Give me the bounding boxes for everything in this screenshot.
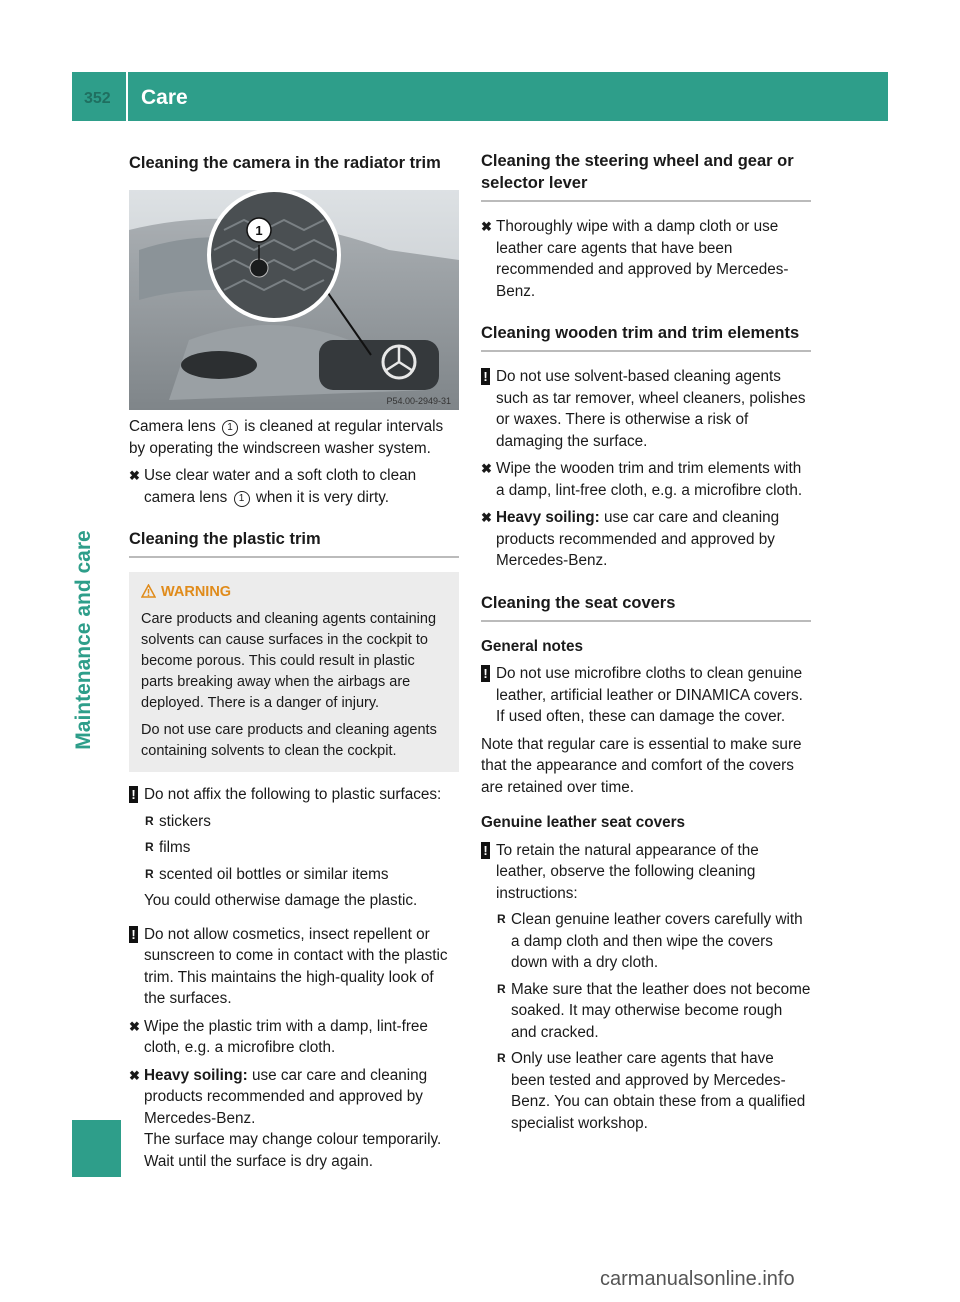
step-arrow-icon: ✖ [481,461,492,476]
exclamation-icon: ! [129,926,138,943]
page-number: 352 [84,90,111,107]
plastic-step-2-text: use car care and cleaning products recommended and approved by Mercedes-Benz. [144,1066,428,1127]
warning-triangle-icon [141,584,156,598]
page-title: Care [141,86,188,109]
plastic-step-2 [129,1065,459,1173]
step-arrow-icon: ✖ [129,1018,140,1034]
leather-bullet [481,979,811,1044]
plastic-bullet [129,864,459,886]
camera-heading: Cleaning the camera in the radiator trim [129,154,441,172]
step-arrow-icon: ✖ [129,1067,140,1083]
steering-step [481,216,811,302]
general-notes-heading: General notes [481,637,584,655]
step-arrow-icon: ✖ [481,219,492,234]
warning-text-2: Do not use care products and cleaning agents containing solvents to clean the cockpit. [141,722,437,759]
header-divider [126,72,128,121]
exclamation-icon: ! [481,368,490,385]
bullet-icon: R [145,813,154,828]
plastic-bullet-text: stickers [159,812,211,830]
wood-step-1 [481,458,811,501]
bullet-icon: R [145,840,154,854]
plastic-note-1 [129,784,459,806]
image-code: P54.00-2949-31 [386,396,451,406]
heavy-soiling-label: Heavy soiling: [496,509,600,526]
bullet-icon: R [497,912,506,926]
plastic-bullet-text: films [159,839,191,856]
radiator-grille [319,340,439,390]
bullet-icon: R [145,866,154,881]
leather-bullet [481,1048,811,1134]
leather-note-text: To retain the natural appearance of the leather, observe the following cleaning instructions: [496,841,759,902]
plastic-note-1-tail: You could otherwise damage the plastic. [144,892,418,909]
step-arrow-icon: ✖ [481,510,492,525]
plastic-note-1-text: Do not affix the following to plastic surfaces: [144,786,442,803]
leather-bullet-text: Only use leather care agents that have been tested and approved by Mercedes-Benz. You can obtain these from a qualified specialist workshop. [511,1050,806,1132]
wood-step-1-text: Wipe the wooden trim and trim elements with a damp, lint-free cloth, e.g. a microfibre cloth. [496,460,803,499]
camera-lens [250,259,268,277]
steering-step-text: Thoroughly wipe with a damp cloth or use leather care agents that have been recommended and approved by Mercedes-Benz. [496,218,789,300]
camera-step-a: Use clear water and a soft cloth to clean camera lens [144,467,417,506]
watermark: carmanualsonline.info [600,1268,795,1290]
step-arrow-icon: ✖ [129,468,140,483]
plastic-step-2-extra: The surface may change colour temporarily. Wait until the surface is dry again. [144,1131,442,1170]
plastic-bullet [129,811,459,833]
heavy-soiling-label: Heavy soiling: [144,1066,248,1084]
side-tab-block [72,1120,121,1177]
general-note [481,663,811,728]
exclamation-icon: ! [481,665,490,682]
callout-number: 1 [255,223,263,238]
side-tab-text: Maintenance and care [72,530,95,750]
warning-title [141,582,451,603]
wood-note-text: Do not use solvent-based cleaning agents such as tar remover, wheel cleaners, polishes or waxes. There is otherwise a risk of damaging the surface. [496,368,806,450]
lens-callout-ref: 1 [222,420,238,436]
lens-callout-ref: 1 [234,491,250,507]
wood-step-2 [481,507,811,572]
camera-intro-a: Camera lens [129,418,220,435]
leather-heading: Genuine leather seat covers [481,814,686,831]
warning-text-1: Care products and cleaning agents containing solvents can cause surfaces in the cockpit to become porous. This could result in plastic parts breaking away when the airbags are deployed. There is a danger of injury. [141,611,437,711]
warning-box [129,572,459,772]
plastic-heading: Cleaning the plastic trim [129,528,459,558]
camera-step-b: when it is very dirty. [251,488,390,506]
warning-title-text: WARNING [161,584,232,600]
seats-heading: Cleaning the seat covers [481,592,811,622]
plastic-step-1 [129,1016,459,1059]
plastic-step-1-text: Wipe the plastic trim with a damp, lint-free cloth, e.g. a microfibre cloth. [144,1017,428,1056]
header-bar [72,72,888,121]
right-column [481,150,811,1134]
leather-bullet-text: Make sure that the leather does not become soaked. It may otherwise become rough and cracked. [511,980,811,1041]
leather-bullet [481,909,811,974]
plastic-bullet [129,837,459,859]
wood-step-2-text: use car care and cleaning products recommended and approved by Mercedes-Benz. [496,509,780,569]
plastic-bullet-text: scented oil bottles or similar items [159,865,389,883]
leather-bullet-text: Clean genuine leather covers carefully with a damp cloth and then wipe the covers down with a dry cloth. [511,911,803,971]
plastic-note-2 [129,924,459,1010]
headlight [181,351,257,379]
wood-note [481,366,811,452]
exclamation-icon: ! [481,842,490,859]
plastic-note-2-text: Do not allow cosmetics, insect repellent or sunscreen to come in contact with the plastic trim. This maintains the high-quality look of the surfaces. [144,925,448,1007]
general-text: Note that regular care is essential to make sure that the appearance and comfort of the covers are retained over time. [481,735,802,796]
general-note-text: Do not use microfibre cloths to clean genuine leather, artificial leather or DINAMICA covers. If used often, these can damage the cover. [496,665,803,725]
bullet-icon: R [497,981,506,996]
steering-heading: Cleaning the steering wheel and gear or selector lever [481,150,811,202]
camera-intro [129,416,459,459]
zoom-circle [209,190,339,320]
left-column [129,150,459,1172]
camera-intro-b: is cleaned at regular intervals by operating the windscreen washer system. [129,418,444,457]
bullet-icon: R [497,1051,506,1065]
camera-step [129,465,459,508]
leather-note [481,840,811,905]
camera-photo [129,190,459,410]
wood-heading: Cleaning wooden trim and trim elements [481,322,811,352]
exclamation-icon: ! [129,786,138,803]
